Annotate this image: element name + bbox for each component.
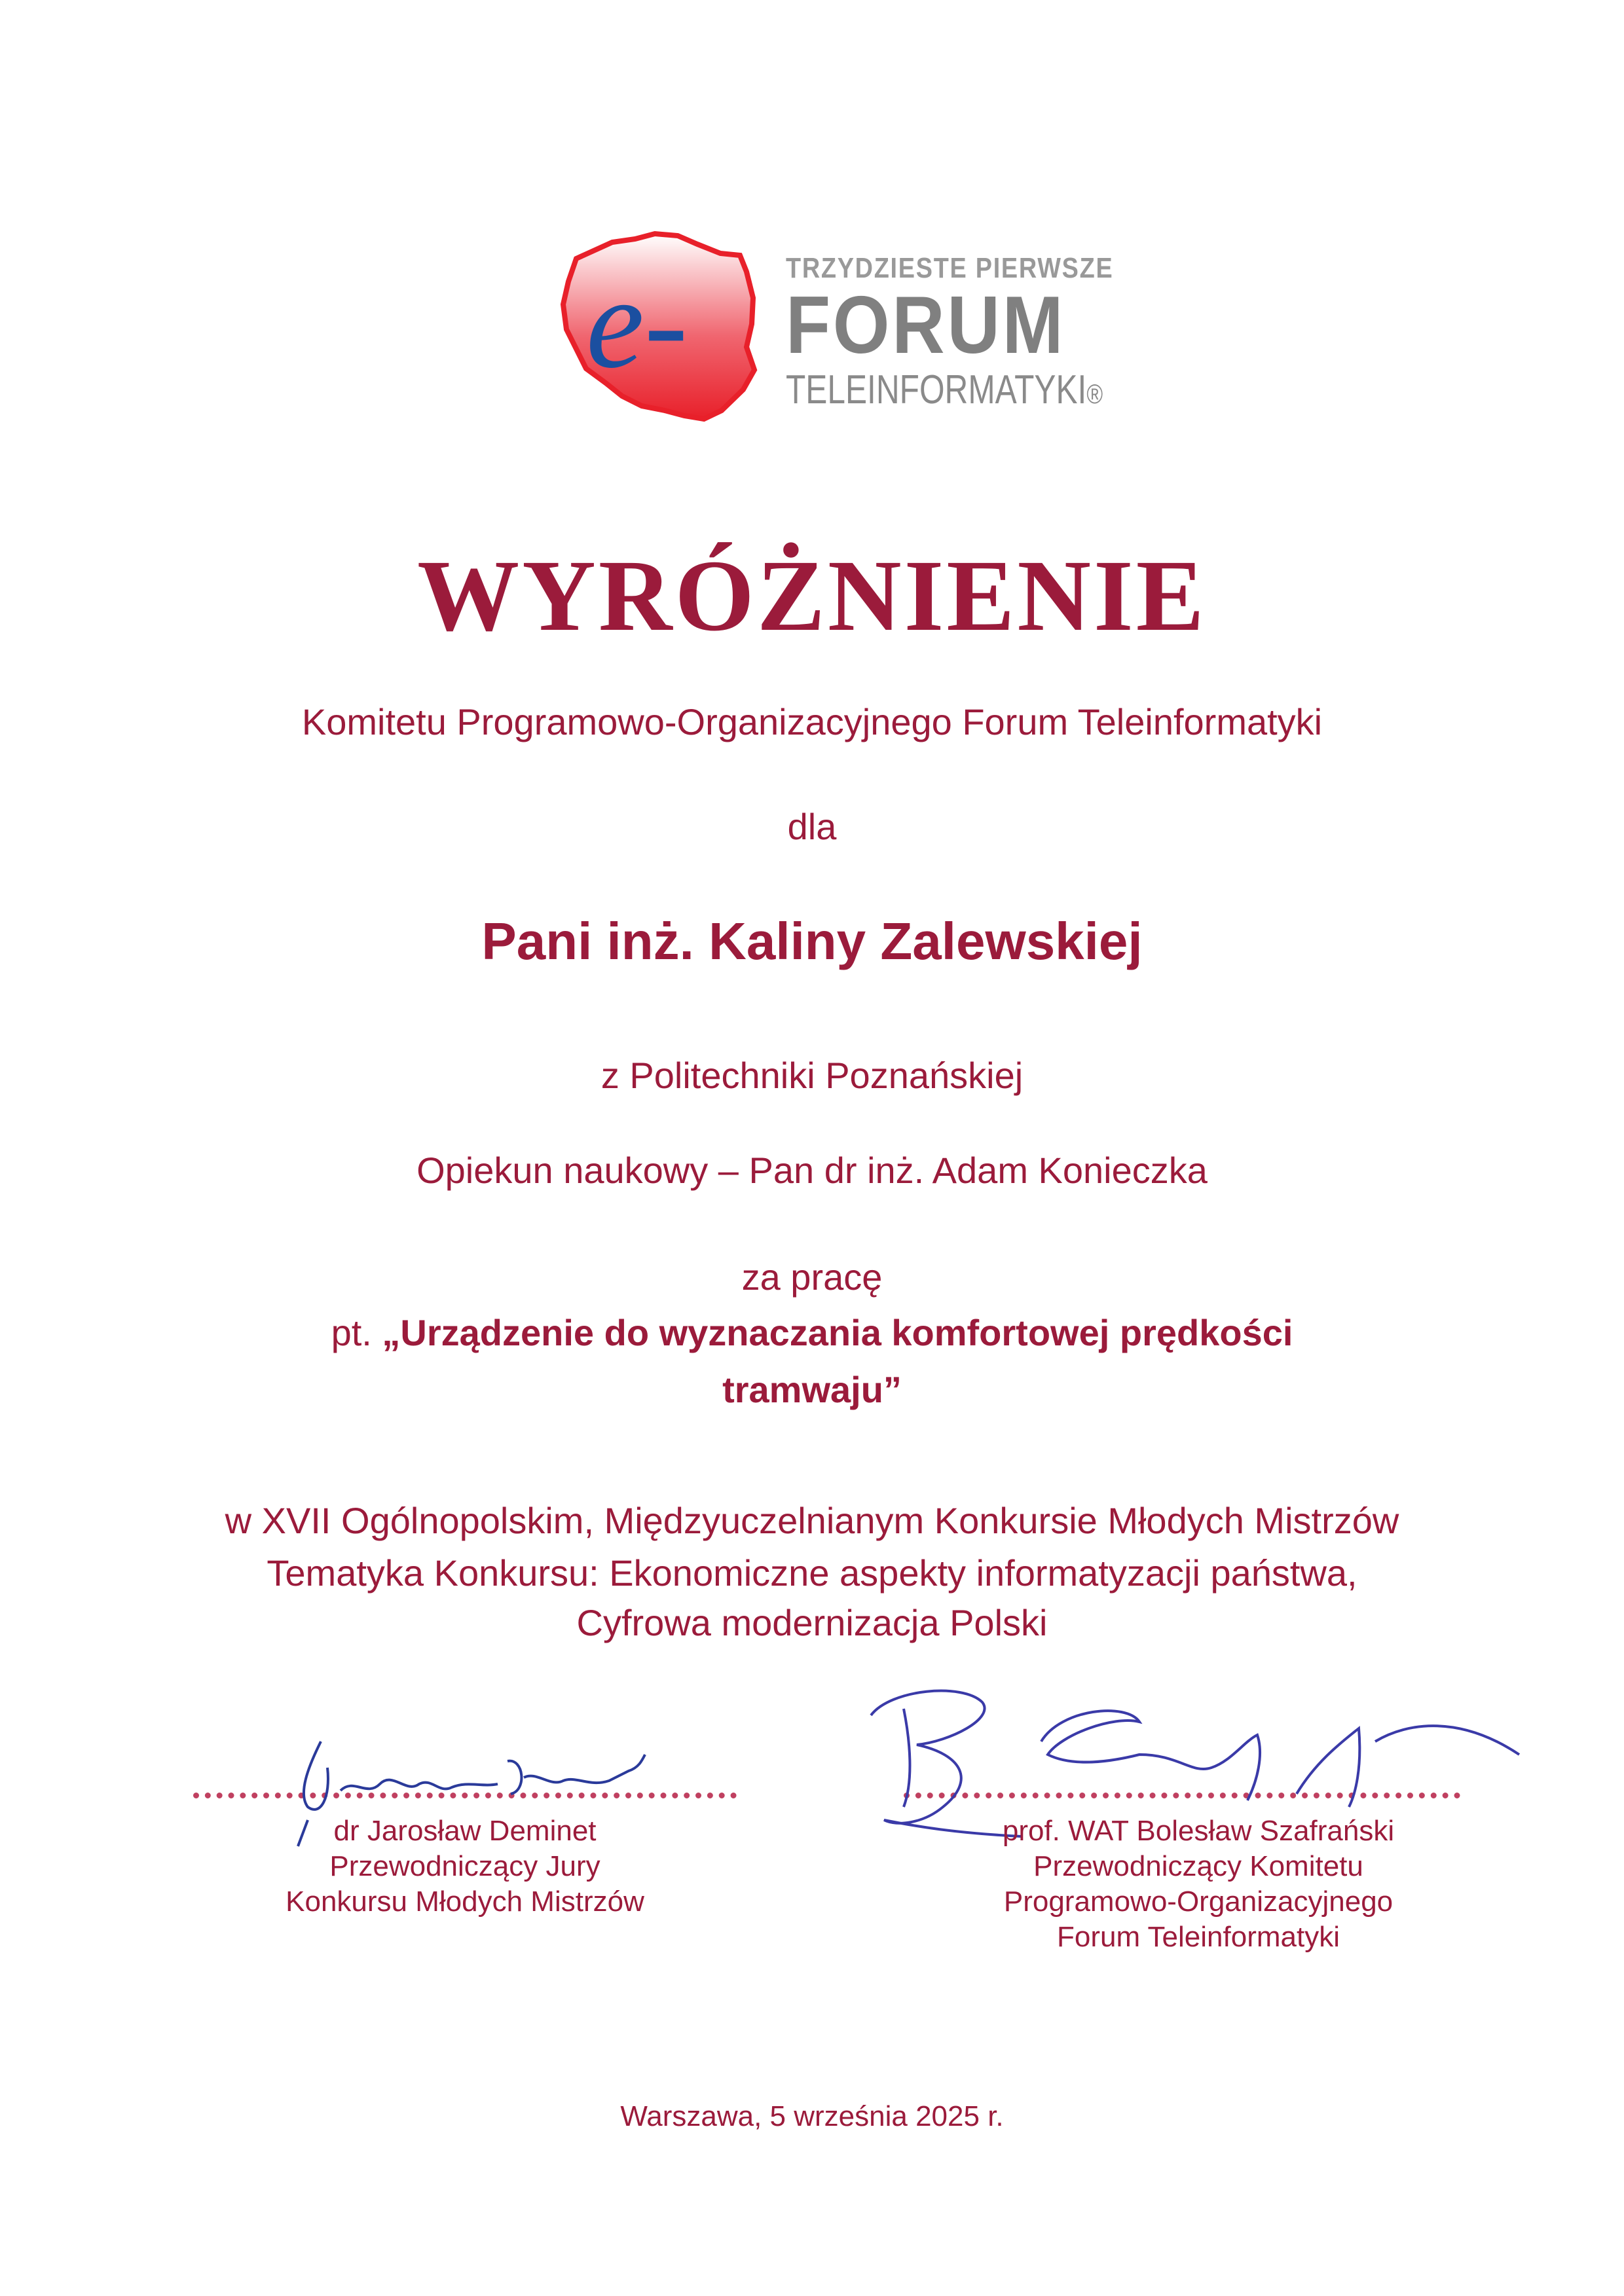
recipient-name: Pani inż. Kaliny Zalewskiej bbox=[481, 912, 1143, 970]
right-signatory-name: prof. WAT Bolesław Szafrański bbox=[1002, 1815, 1395, 1847]
supervisor-line: Opiekun naukowy – Pan dr inż. Adam Konieczka bbox=[416, 1150, 1208, 1191]
right-signatory-role-3: Forum Teleinformatyki bbox=[1057, 1921, 1340, 1953]
right-signature-dotted-line bbox=[904, 1787, 1460, 1798]
logo-title: FORUM bbox=[786, 280, 1066, 371]
right-signatory-block bbox=[969, 1813, 1428, 1955]
issuer-line: Komitetu Programowo-Organizacyjnego Forum Teleinformatyki bbox=[301, 701, 1323, 742]
right-signatory-role-2: Programowo-Organizacyjnego bbox=[1003, 1886, 1393, 1918]
for-word: dla bbox=[787, 806, 837, 847]
poland-map-emblem-icon bbox=[550, 219, 786, 429]
affiliation-line: z Politechniki Poznańskiej bbox=[600, 1055, 1024, 1096]
work-intro: za pracę bbox=[741, 1256, 883, 1298]
emblem-letter: e- bbox=[586, 251, 688, 395]
left-signature-dotted-line bbox=[193, 1787, 737, 1798]
left-signatory-role: Przewodniczący Jury bbox=[329, 1850, 600, 1882]
left-signatory-name: dr Jarosław Deminet bbox=[333, 1815, 597, 1847]
registered-mark: ® bbox=[1086, 378, 1103, 409]
certificate-title: WYRÓŻNIENIE bbox=[417, 539, 1207, 652]
contest-line-2: Tematyka Konkursu: Ekonomiczne aspekty informatyzacji państwa, bbox=[267, 1552, 1357, 1594]
left-signatory-block bbox=[268, 1813, 661, 1920]
forum-logo bbox=[550, 219, 1114, 435]
work-prefix: pt. bbox=[331, 1312, 372, 1353]
contest-line-1: w XVII Ogólnopolskim, Międzyuczelnianym Konkursie Młodych Mistrzów bbox=[225, 1500, 1399, 1541]
place-and-date: Warszawa, 5 września 2025 r. bbox=[620, 2100, 1004, 2132]
work-title-line-2: tramwaju” bbox=[722, 1369, 902, 1410]
logo-pretitle: TRZYDZIESTE PIERWSZE bbox=[786, 252, 1114, 284]
right-signatory-role: Przewodniczący Komitetu bbox=[1033, 1850, 1363, 1882]
contest-line-3: Cyfrowa modernizacja Polski bbox=[576, 1602, 1048, 1643]
work-title: „Urządzenie do wyznaczania komfortowej prędkości bbox=[382, 1312, 1293, 1353]
logo-subtitle: TELEINFORMATYKI® bbox=[786, 367, 1103, 412]
left-signatory-role-2: Konkursu Młodych Mistrzów bbox=[286, 1886, 644, 1918]
work-title-line-1 bbox=[0, 1311, 1624, 1354]
